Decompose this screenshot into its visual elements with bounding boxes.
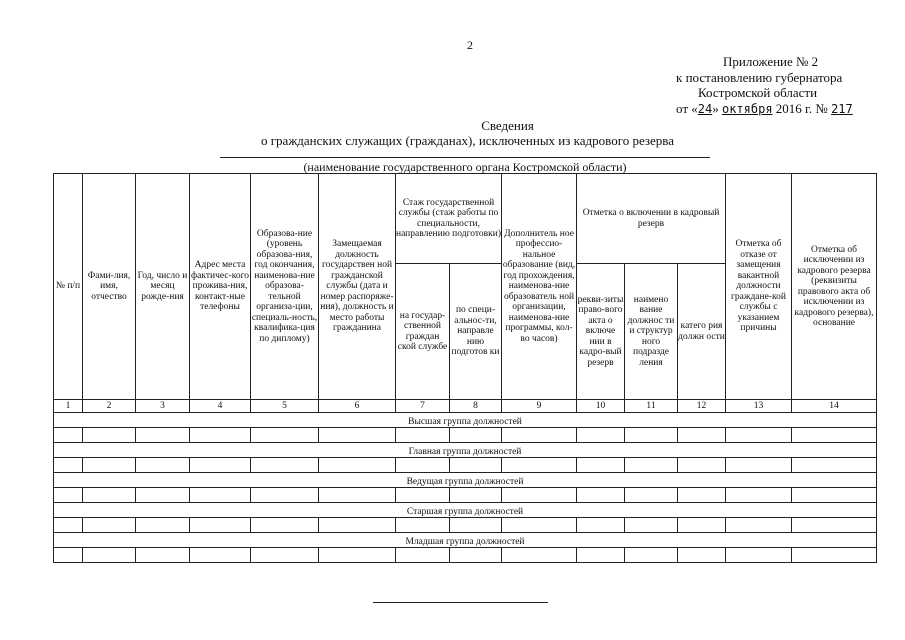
title-line2: о гражданских служащих (гражданах), исключенных из кадрового резерва	[260, 133, 675, 148]
table-row	[54, 518, 877, 533]
header-c6: Замещаемая должность государствен ной гражданской службы (дата и номер распоряже-ния), должность и место работы гражданина	[319, 174, 396, 400]
header-c7: на государ-ственной граждан ской службе	[396, 264, 450, 400]
col-num: 12	[678, 400, 726, 413]
org-name-underline	[220, 157, 710, 158]
table-row	[54, 428, 877, 443]
col-num: 7	[396, 400, 450, 413]
date-year-no: 2016 г. №	[775, 100, 828, 116]
group-heading-senior: Старшая группа должностей	[54, 503, 877, 518]
table-row	[54, 548, 877, 563]
col-num: 5	[251, 400, 319, 413]
group-heading-junior: Младшая группа должностей	[54, 533, 877, 548]
group-heading-main: Главная группа должностей	[54, 443, 877, 458]
header-c11: наимено вание должнос ти и структур ного подразде ления	[625, 264, 678, 400]
header-c4: Адрес места фактичес-кого прожива-ния, контакт-ные телефоны	[190, 174, 251, 400]
header-c8: по специ-альнос-ти, направле нию подготов ки	[450, 264, 502, 400]
header-c7-8: Стаж государственной службы (стаж работы по специальности, направлению подготовки)	[396, 174, 502, 264]
col-num: 3	[136, 400, 190, 413]
appendix-date-line	[676, 101, 853, 118]
title-line1: Сведения	[481, 118, 534, 133]
appendix-block	[676, 54, 853, 117]
appendix-line3: Костромской области	[698, 85, 818, 100]
col-num: 4	[190, 400, 251, 413]
header-c9: Дополнитель ное профессио-нальное образование (вид, год прохождения, наименова-ние образователь ной организации, наименова-ние программы, кол-во часов)	[502, 174, 577, 400]
header-c13: Отметка об отказе от замещения вакантной должности граждане-кой службы с указанием причины	[726, 174, 792, 400]
col-num: 2	[83, 400, 136, 413]
date-mid: »	[712, 100, 719, 116]
reserve-table	[53, 173, 877, 563]
footer-rule	[373, 602, 548, 603]
col-num: 1	[54, 400, 83, 413]
org-name-label: (наименование государственного органа Костромской области)	[303, 160, 627, 174]
header-c3: Год, число и месяц рожде-ния	[136, 174, 190, 400]
col-num: 14	[792, 400, 877, 413]
col-num: 8	[450, 400, 502, 413]
header-c2: Фами-лия, имя, отчество	[83, 174, 136, 400]
group-heading-leading: Ведущая группа должностей	[54, 473, 877, 488]
header-c12: катего рия должн ости	[678, 264, 726, 400]
col-num: 10	[577, 400, 625, 413]
page-number: 2	[467, 38, 473, 52]
table-row	[54, 458, 877, 473]
col-num: 13	[726, 400, 792, 413]
col-num: 9	[502, 400, 577, 413]
header-c5: Образова-ние (уровень образова-ния, год окончания, наименова-ние образова-тельной организа-ции, специаль-ность, квалифика-ция по диплому)	[251, 174, 319, 400]
column-number-row	[54, 400, 877, 413]
header-c10-12: Отметка о включении в кадровый резерв	[577, 174, 726, 264]
appendix-line2: к постановлению губернатора	[676, 69, 843, 85]
resolution-number: 217	[831, 101, 853, 116]
col-num: 6	[319, 400, 396, 413]
date-day: 24	[697, 101, 713, 116]
table-row	[54, 488, 877, 503]
group-heading-top: Высшая группа должностей	[54, 413, 877, 428]
document-title	[0, 118, 905, 148]
appendix-line1: Приложение № 2	[723, 54, 819, 69]
header-c10: рекви-зиты право-вого акта о включе нии в кадро-вый резерв	[577, 264, 625, 400]
date-prefix: от «	[676, 100, 698, 116]
col-num: 11	[625, 400, 678, 413]
header-c14: Отметка об исключении из кадрового резерва (реквизиты правового акта об исключении из кадрового резерва), основание	[792, 174, 877, 400]
header-c1: № п/п	[54, 174, 83, 400]
date-month: октября	[721, 101, 773, 116]
